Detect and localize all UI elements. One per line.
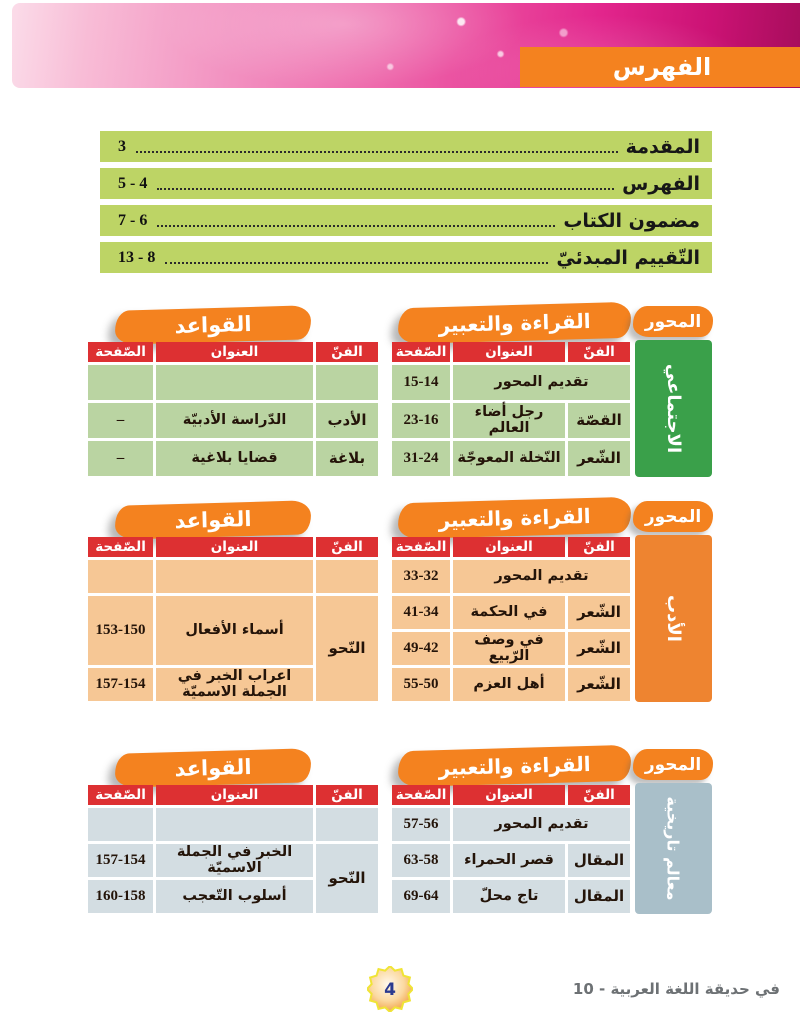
table-cell-art: القصّة	[568, 403, 630, 438]
grammar-pill: القواعد	[115, 748, 312, 787]
table-cell-pages: 33-32	[392, 560, 450, 593]
dotted-leader	[157, 188, 614, 190]
table-cell: أسماء الأفعال	[156, 596, 313, 665]
column-header-page: الصّفحة	[88, 785, 153, 805]
table-cell: الخبر في الجملة الاسميّة	[156, 844, 313, 877]
reading-table	[392, 785, 630, 913]
toc-title: الفهرس	[622, 173, 700, 195]
table-cell-art: المقال	[568, 880, 630, 913]
axis-strip-label: معالم تاريخية	[664, 796, 684, 901]
column-header-art: الفنّ	[568, 342, 630, 362]
table-cell-art: المقال	[568, 844, 630, 877]
column-header-title: العنوان	[156, 537, 313, 557]
column-header-page: الصّفحة	[88, 537, 153, 557]
toc-pages: 5 - 4	[118, 175, 148, 192]
table-cell-art: الشّعر	[568, 441, 630, 476]
section-literature	[0, 500, 800, 710]
table-cell: تقديم المحور	[453, 808, 630, 841]
table-cell-pages: 41-34	[392, 596, 450, 629]
table-cell-pages: 55-50	[392, 668, 450, 701]
book-title: في حديقة اللغة العربية - 10	[572, 980, 780, 998]
column-header-art: الفنّ	[568, 785, 630, 805]
empty-cell	[156, 560, 313, 593]
reading-table	[392, 342, 630, 476]
table-cell-pages: 15-14	[392, 365, 450, 400]
toc-title: التّقييم المبدئيّ	[556, 247, 700, 269]
table-cell-pages: 157-154	[88, 668, 153, 701]
empty-cell	[88, 808, 153, 841]
toc-row	[100, 205, 712, 236]
table-cell: النّخلة المعوجّة	[453, 441, 565, 476]
table-cell: الدّراسة الأدبيّة	[156, 403, 313, 438]
grammar-pill: القواعد	[115, 305, 312, 344]
toc-pages: 3	[118, 138, 126, 155]
table-cell: أسلوب التّعجب	[156, 880, 313, 913]
dotted-leader	[157, 225, 555, 227]
column-header-art: الفنّ	[316, 785, 378, 805]
empty-cell	[156, 365, 313, 400]
toc-title: مضمون الكتاب	[563, 210, 700, 232]
axis-pill: المحور	[633, 501, 713, 532]
table-cell: تقديم المحور	[453, 560, 630, 593]
grammar-pill: القواعد	[115, 500, 312, 539]
axis-pill: المحور	[633, 306, 713, 337]
table-cell: اعراب الخبر في الجملة الاسميّة	[156, 668, 313, 701]
table-cell-art: بلاغة	[316, 441, 378, 476]
section-social	[0, 305, 800, 485]
column-header-title: العنوان	[156, 342, 313, 362]
empty-cell	[88, 560, 153, 593]
table-cell-pages: –	[88, 441, 153, 476]
axis-strip-label: الاجتماعي	[663, 363, 685, 454]
axis-strip	[635, 783, 712, 914]
empty-cell	[316, 365, 378, 400]
axis-pill: المحور	[633, 749, 713, 780]
table-cell: أهل العزم	[453, 668, 565, 701]
table-cell-pages: 160-158	[88, 880, 153, 913]
table-cell: في الحكمة	[453, 596, 565, 629]
table-cell-art: الأدب	[316, 403, 378, 438]
table-cell: رجل أضاء العالم	[453, 403, 565, 438]
column-header-title: العنوان	[156, 785, 313, 805]
reading-pill: القراءة والتعبير	[398, 745, 632, 787]
grammar-table	[88, 342, 378, 476]
table-cell-art: النّحو	[316, 844, 378, 913]
axis-strip	[635, 340, 712, 477]
toc-row	[100, 131, 712, 162]
table-cell-pages: 69-64	[392, 880, 450, 913]
table-cell-pages: –	[88, 403, 153, 438]
toc-title: المقدمة	[625, 136, 700, 158]
dotted-leader	[136, 151, 618, 153]
toc-pages: 7 - 6	[118, 212, 148, 229]
toc-pages: 13 - 8	[118, 249, 156, 266]
column-header-page: الصّفحة	[392, 785, 450, 805]
reading-pill: القراءة والتعبير	[398, 302, 632, 344]
table-cell-pages: 63-58	[392, 844, 450, 877]
column-header-art: الفنّ	[568, 537, 630, 557]
column-header-art: الفنّ	[316, 342, 378, 362]
page-title: الفهرس	[520, 47, 800, 87]
header-pink-band	[12, 3, 800, 88]
column-header-art: الفنّ	[316, 537, 378, 557]
table-cell: قصر الحمراء	[453, 844, 565, 877]
table-cell: تقديم المحور	[453, 365, 630, 400]
table-cell-pages: 57-56	[392, 808, 450, 841]
table-cell-art: الشّعر	[568, 668, 630, 701]
reading-pill: القراءة والتعبير	[398, 497, 632, 539]
table-cell-pages: 31-24	[392, 441, 450, 476]
table-cell-pages: 157-154	[88, 844, 153, 877]
column-header-title: العنوان	[453, 785, 565, 805]
column-header-page: الصّفحة	[392, 537, 450, 557]
column-header-page: الصّفحة	[392, 342, 450, 362]
table-cell-art: الشّعر	[568, 632, 630, 665]
table-cell-pages: 153-150	[88, 596, 153, 665]
empty-cell	[316, 808, 378, 841]
table-cell: في وصف الرّبيع	[453, 632, 565, 665]
table-cell-pages: 49-42	[392, 632, 450, 665]
empty-cell	[88, 365, 153, 400]
section-landmarks	[0, 748, 800, 920]
grammar-table	[88, 785, 378, 913]
table-cell: تاج محلّ	[453, 880, 565, 913]
table-cell-pages: 23-16	[392, 403, 450, 438]
toc-row	[100, 242, 712, 273]
dotted-leader	[165, 262, 548, 264]
table-cell-art: الشّعر	[568, 596, 630, 629]
empty-cell	[316, 560, 378, 593]
table-cell-art: النّحو	[316, 596, 378, 701]
axis-strip	[635, 535, 712, 702]
axis-strip-label: الأدب	[663, 595, 684, 642]
column-header-title: العنوان	[453, 342, 565, 362]
sun-page-badge-icon	[367, 966, 413, 1012]
table-cell: قضايا بلاغية	[156, 441, 313, 476]
grammar-table	[88, 537, 378, 701]
toc-list	[100, 131, 712, 279]
column-header-title: العنوان	[453, 537, 565, 557]
page-number: 4	[384, 980, 396, 1000]
reading-table	[392, 537, 630, 701]
toc-row	[100, 168, 712, 199]
column-header-page: الصّفحة	[88, 342, 153, 362]
empty-cell	[156, 808, 313, 841]
